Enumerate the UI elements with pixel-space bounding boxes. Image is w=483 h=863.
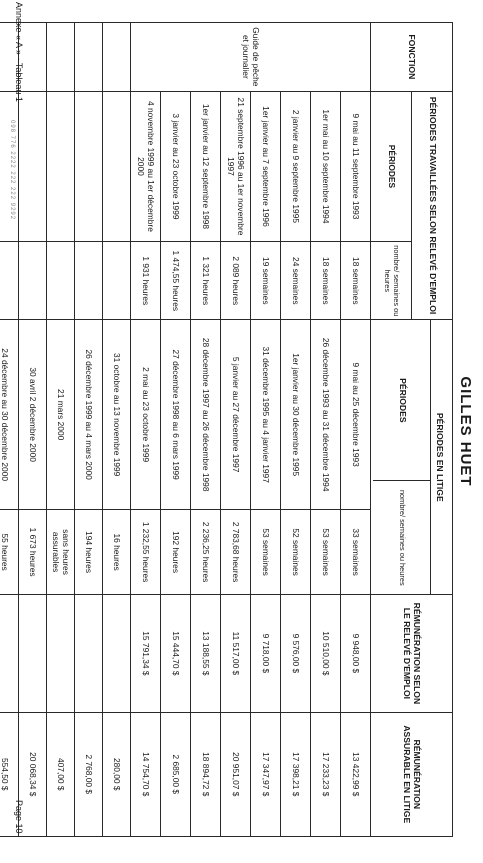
- periode-cell: 1er janvier au 12 septembre 1998: [191, 91, 221, 241]
- table-row: [103, 23, 131, 837]
- fonction-cell: Guide de pêche et journalier: [131, 23, 371, 92]
- periode-cell: 2 janvier au 9 septembre 1995: [281, 91, 311, 241]
- assurable-cell: 554,50 $: [0, 712, 19, 836]
- periode-litige-cell: 28 décembre 1997 au 26 décembre 1998: [191, 320, 221, 510]
- table-row: [19, 23, 47, 837]
- periode-litige-cell: 21 mars 2000: [47, 320, 75, 510]
- nombre-cell: 1 931 heures: [131, 242, 161, 320]
- assurable-cell: 20 068,34 $: [19, 712, 47, 836]
- nombre-cell: 18 semaines: [341, 242, 371, 320]
- periode-litige-cell: 9 mai au 25 décembre 1993: [341, 320, 371, 510]
- header-fonction: FONCTION: [371, 23, 453, 92]
- header-remuneration-assurable: RÉMUNÉRATION ASSURABLE EN LITIGE: [371, 712, 453, 836]
- header-nombre-litige-sub: nombre/ semaines ou heures: [398, 489, 408, 586]
- header-periodes-sub: PÉRIODES: [371, 91, 412, 241]
- periode-cell: 21 septembre 1996 au 1er novembre 1997: [221, 91, 251, 241]
- remuneration-cell: [47, 595, 75, 712]
- assurable-cell: 20 951,07 $: [221, 712, 251, 836]
- remuneration-cell: 15 444,70 $: [161, 595, 191, 712]
- table-row: [311, 23, 341, 837]
- remuneration-cell: 9 718,00 $: [251, 595, 281, 712]
- nombre-litige-cell: sans heures assurables: [47, 509, 75, 594]
- table-row: [161, 23, 191, 837]
- nombre-litige-cell: 53 semaines: [251, 509, 281, 594]
- periode-cell: [47, 91, 75, 241]
- assurable-cell: 2 685,00 $: [161, 712, 191, 836]
- periode-litige-cell: 27 décembre 1998 au 6 mars 1999: [161, 320, 191, 510]
- nombre-cell: 1 321 heures: [191, 242, 221, 320]
- header-remuneration-releve: RÉMUNÉRATION SELON LE RELEVÉ D'EMPLOI: [371, 595, 453, 712]
- fonction-cell: [103, 23, 131, 92]
- nombre-litige-cell: 1 232,55 heures: [131, 509, 161, 594]
- nombre-cell: [19, 242, 47, 320]
- header-periodes-travaillees: PÉRIODES TRAVAILLÉES SELON RELEVÉ D'EMPLOI: [412, 91, 453, 320]
- page-number: Page 10: [14, 800, 24, 834]
- periode-litige-cell: 2 mai au 23 octobre 1999: [131, 320, 161, 510]
- remuneration-cell: [75, 595, 103, 712]
- table-row: [191, 23, 221, 837]
- header-periodes-en-litige: PÉRIODES EN LITIGE: [431, 320, 450, 594]
- annex-caption: Annexe « A » - Tableau 1: [14, 2, 24, 102]
- nombre-cell: 19 semaines: [251, 242, 281, 320]
- periode-litige-cell: 24 décembre au 30 décembre 2000: [0, 320, 19, 510]
- nombre-cell: [103, 242, 131, 320]
- fonction-cell: [47, 23, 75, 92]
- remuneration-cell: 9 948,00 $: [341, 595, 371, 712]
- assurable-cell: 18 894,72 $: [191, 712, 221, 836]
- table-row: [341, 23, 371, 837]
- nombre-cell: 24 semaines: [281, 242, 311, 320]
- document-title: GILLES HUET: [457, 376, 474, 487]
- fonction-cell: [75, 23, 103, 92]
- periode-cell: 4 novembre 1999 au 1er décembre 2000: [131, 91, 161, 241]
- periode-litige-cell: 5 janvier au 27 décembre 1997: [221, 320, 251, 510]
- periode-cell: [103, 91, 131, 241]
- assurable-cell: 2 768,00 $: [75, 712, 103, 836]
- nombre-litige-cell: 194 heures: [75, 509, 103, 594]
- periode-litige-cell: 30 avril 2 décembre 2000: [19, 320, 47, 510]
- remuneration-cell: 13 188,55 $: [191, 595, 221, 712]
- nombre-cell: 1 474,55 heures: [161, 242, 191, 320]
- remuneration-cell: 10 510,00 $: [311, 595, 341, 712]
- periode-cell: 9 mai au 11 septembre 1993: [341, 91, 371, 241]
- nombre-litige-cell: 55 heures: [0, 509, 19, 594]
- header-nombre-sub: nombre/ semaines ou heures: [371, 242, 412, 320]
- assurable-cell: 17 347,97 $: [251, 712, 281, 836]
- remuneration-cell: 9 576,00 $: [281, 595, 311, 712]
- table-row: [251, 23, 281, 837]
- assurable-cell: 17 233,23 $: [311, 712, 341, 836]
- table-row: [221, 23, 251, 837]
- table-row: [281, 23, 311, 837]
- nombre-litige-cell: 33 semaines: [341, 509, 371, 594]
- table-row: [131, 23, 161, 837]
- periode-cell: [19, 91, 47, 241]
- nombre-cell: 18 semaines: [311, 242, 341, 320]
- nombre-litige-cell: 1 673 heures: [19, 509, 47, 594]
- assurable-cell: 407,00 $: [47, 712, 75, 836]
- employment-periods-table: [0, 22, 453, 837]
- nombre-cell: [0, 242, 19, 320]
- remuneration-cell: [103, 595, 131, 712]
- periode-litige-cell: 26 décembre 1993 au 31 décembre 1994: [311, 320, 341, 510]
- periode-cell: 1er janvier au 7 septembre 1996: [251, 91, 281, 241]
- periode-litige-cell: 31 octobre au 13 novembre 1999: [103, 320, 131, 510]
- remuneration-cell: 11 517,00 $: [221, 595, 251, 712]
- nombre-cell: [75, 242, 103, 320]
- nombre-litige-cell: 16 heures: [103, 509, 131, 594]
- table-row: [75, 23, 103, 837]
- assurable-cell: 17 398,21 $: [281, 712, 311, 836]
- assurable-cell: 14 754,70 $: [131, 712, 161, 836]
- nombre-cell: [47, 242, 75, 320]
- nombre-litige-cell: 52 semaines: [281, 509, 311, 594]
- periode-cell: [75, 91, 103, 241]
- fax-transmission-line: 098 776 2222 222 222 9292: [9, 120, 15, 221]
- remuneration-cell: [0, 595, 19, 712]
- nombre-cell: 2 089 heures: [221, 242, 251, 320]
- remuneration-cell: 15 791,34 $: [131, 595, 161, 712]
- periode-litige-cell: 31 décembre 1995 au 4 janvier 1997: [251, 320, 281, 510]
- nombre-litige-cell: 2 783,68 heures: [221, 509, 251, 594]
- nombre-litige-cell: 53 semaines: [311, 509, 341, 594]
- assurable-cell: 13 422,99 $: [341, 712, 371, 836]
- periode-litige-cell: 26 décembre 1999 au 4 mars 2000: [75, 320, 103, 510]
- header-periodes-en-litige-group: [371, 320, 453, 595]
- header-periodes-litige-sub: PÉRIODES: [374, 320, 431, 481]
- nombre-litige-cell: 192 heures: [161, 509, 191, 594]
- nombre-litige-cell: 2 236,25 heures: [191, 509, 221, 594]
- remuneration-cell: [19, 595, 47, 712]
- periode-cell: 1er mai au 10 septembre 1994: [311, 91, 341, 241]
- periode-cell: 3 janvier au 23 octobre 1999: [161, 91, 191, 241]
- table-row: [47, 23, 75, 837]
- periode-litige-cell: 1er janvier au 30 décembre 1995: [281, 320, 311, 510]
- assurable-cell: 280,00 $: [103, 712, 131, 836]
